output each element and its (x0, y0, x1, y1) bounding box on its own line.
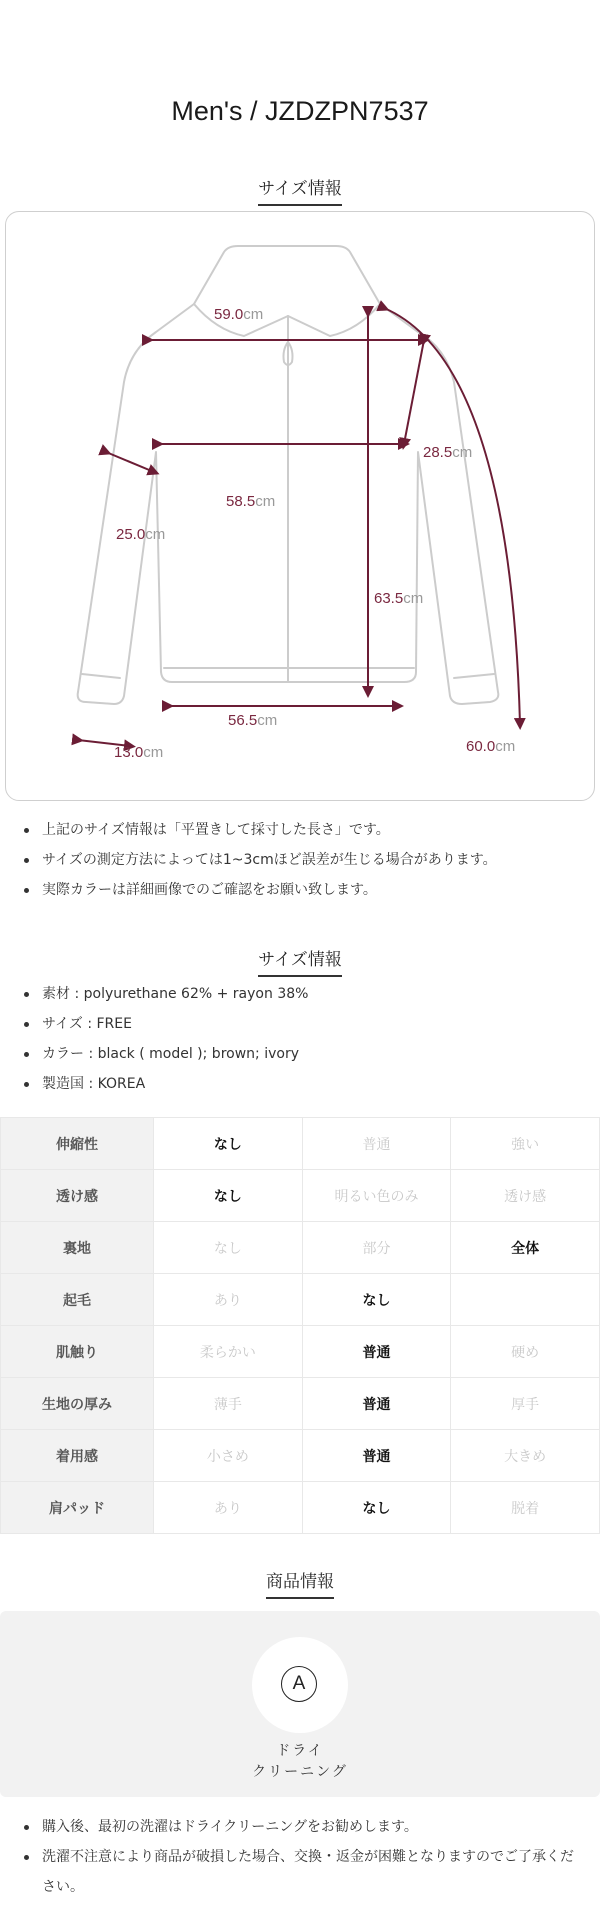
attribute-option-selected: なし (154, 1170, 303, 1222)
jacket-outline-illustration (6, 212, 596, 802)
list-item: 素材 : polyurethane 62% + rayon 38% (22, 979, 582, 1009)
table-row (1, 1222, 600, 1274)
attribute-option-selected: なし (302, 1482, 451, 1534)
spec-heading: サイズ情報 (0, 945, 600, 977)
list-item: 購入後、最初の洗濯はドライクリーニングをお勧めします。 (22, 1812, 582, 1842)
dry-clean-icon: A (281, 1666, 317, 1702)
fabric-attributes-table (0, 1117, 600, 1534)
attribute-option: あり (154, 1274, 303, 1326)
size-diagram (5, 211, 595, 801)
table-row (1, 1430, 600, 1482)
list-item: 洗濯不注意により商品が破損した場合、交換・返金が困難となりますのでご了承ください。 (22, 1842, 582, 1902)
care-symbol-circle (252, 1637, 348, 1733)
list-item: 上記のサイズ情報は「平置きして採寸した長さ」です。 (22, 815, 582, 845)
attribute-option: あり (154, 1482, 303, 1534)
product-title: Men's / JZDZPN7537 (171, 96, 429, 126)
sleeve-upper-measurement: 28.5cm (423, 444, 473, 461)
chest-measurement: 59.0cm (214, 306, 264, 323)
list-item: サイズ : FREE (22, 1009, 582, 1039)
attribute-option: 柔らかい (154, 1326, 303, 1378)
attribute-option: 部分 (302, 1222, 451, 1274)
attribute-option: 大きめ (451, 1430, 600, 1482)
attribute-option: 強い (451, 1118, 600, 1170)
attribute-option-selected: 普通 (302, 1378, 451, 1430)
care-label: ドライ クリーニング (252, 1743, 348, 1780)
attribute-option: なし (154, 1222, 303, 1274)
attribute-name: 透け感 (1, 1170, 154, 1222)
attribute-option: 脱着 (451, 1482, 600, 1534)
table-row (1, 1118, 600, 1170)
attribute-option: 小さめ (154, 1430, 303, 1482)
list-item: 製造国 : KOREA (22, 1069, 582, 1099)
sleeve-length-measurement: 60.0cm (466, 738, 516, 755)
table-row (1, 1274, 600, 1326)
table-row (1, 1482, 600, 1534)
attribute-name: 生地の厚み (1, 1378, 154, 1430)
attribute-name: 裏地 (1, 1222, 154, 1274)
attribute-option-selected: 普通 (302, 1326, 451, 1378)
care-notes-list (22, 1812, 582, 1902)
attribute-option: 透け感 (451, 1170, 600, 1222)
attribute-name: 着用感 (1, 1430, 154, 1482)
armhole-measurement: 25.0cm (116, 526, 166, 543)
length-measurement: 63.5cm (374, 590, 424, 607)
attribute-name: 起毛 (1, 1274, 154, 1326)
attribute-option-selected: 普通 (302, 1430, 451, 1482)
attribute-option: 厚手 (451, 1378, 600, 1430)
attribute-option: 硬め (451, 1326, 600, 1378)
attribute-option: 普通 (302, 1118, 451, 1170)
list-item: 実際カラーは詳細画像でのご確認をお願い致します。 (22, 875, 582, 905)
waist-measurement: 58.5cm (226, 493, 276, 510)
list-item: カラー : black ( model ); brown; ivory (22, 1039, 582, 1069)
table-row (1, 1326, 600, 1378)
care-panel (0, 1611, 600, 1797)
list-item: サイズの測定方法によっては1~3cmほど誤差が生じる場合があります。 (22, 845, 582, 875)
size-info-heading: サイズ情報 (0, 174, 600, 206)
product-info-heading: 商品情報 (0, 1567, 600, 1599)
jacket-outline (78, 246, 499, 704)
cuff-measurement: 13.0cm (114, 744, 164, 761)
attribute-option: 薄手 (154, 1378, 303, 1430)
attribute-name: 肩パッド (1, 1482, 154, 1534)
attribute-option: 明るい色のみ (302, 1170, 451, 1222)
attribute-option (451, 1274, 600, 1326)
hem-measurement: 56.5cm (228, 712, 278, 729)
table-row (1, 1170, 600, 1222)
attribute-name: 肌触り (1, 1326, 154, 1378)
spec-list (22, 979, 582, 1099)
attribute-option-selected: なし (302, 1274, 451, 1326)
attribute-option-selected: なし (154, 1118, 303, 1170)
attribute-name: 伸縮性 (1, 1118, 154, 1170)
size-notes-list (22, 815, 582, 905)
table-row (1, 1378, 600, 1430)
attribute-option-selected: 全体 (451, 1222, 600, 1274)
